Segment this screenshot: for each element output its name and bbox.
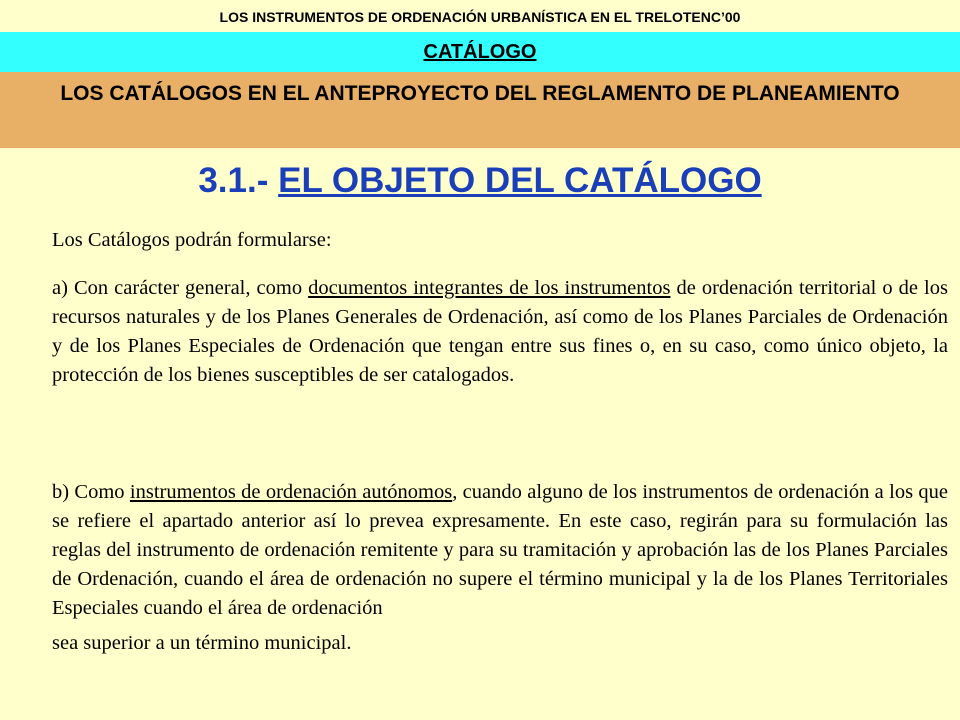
paragraph-b-post: , cuando alguno de los instrumentos de ordenación a los que se refiere el apartado anterior así lo prevea expresamente. En este caso, regirán para su formulación las reglas del instrumento de ordenación remitente y para su tramitación y aprobación las de los Planes Parciales de Ordenación, cuando el área de ordenación no supere el término municipal y la de los Planes Territoriales Especiales cuando el área de ordenación (52, 481, 948, 619)
paragraph-a-pre: Con carácter general, como (67, 277, 309, 299)
paragraph-b-last-line: sea superior a un término municipal. (52, 632, 352, 654)
paragraph-b-underlined: instrumentos de ordenación autónomos (129, 481, 453, 503)
slide-subtitle: LOS CATÁLOGOS EN EL ANTEPROYECTO DEL REGLAMENTO DE PLANEAMIENTO (0, 72, 960, 148)
section-tag: CATÁLOGO (423, 41, 537, 63)
paragraph-b-marker: b) (52, 481, 70, 503)
paragraph-a-post: de ordenación territorial o de los recursos naturales y de los Planes Generales de Ordenación, así como de los Planes Parciales de Ordenación y de los Planes Especiales de Ordenación que tengan entre sus fines o, en su caso, como único objeto, la protección de los bienes susceptibles de ser catalogados. (52, 277, 948, 386)
paragraph-a (52, 274, 948, 390)
intro-paragraph: Los Catálogos podrán formularse: (52, 229, 332, 251)
heading-number: 3.1.- (198, 161, 279, 200)
heading-text: EL OBJETO DEL CATÁLOGO (278, 161, 762, 200)
paragraph-a-underlined: documentos integrantes de los instrumentos (308, 277, 671, 299)
paragraph-b-pre: Como (69, 481, 130, 503)
slide-top-title: LOS INSTRUMENTOS DE ORDENACIÓN URBANÍSTICA EN EL TRELOTENC’00 (0, 0, 960, 32)
section-heading (0, 153, 960, 209)
section-tag-bar (0, 32, 960, 72)
paragraph-a-marker: a) (52, 277, 68, 299)
paragraph-b (52, 478, 948, 658)
